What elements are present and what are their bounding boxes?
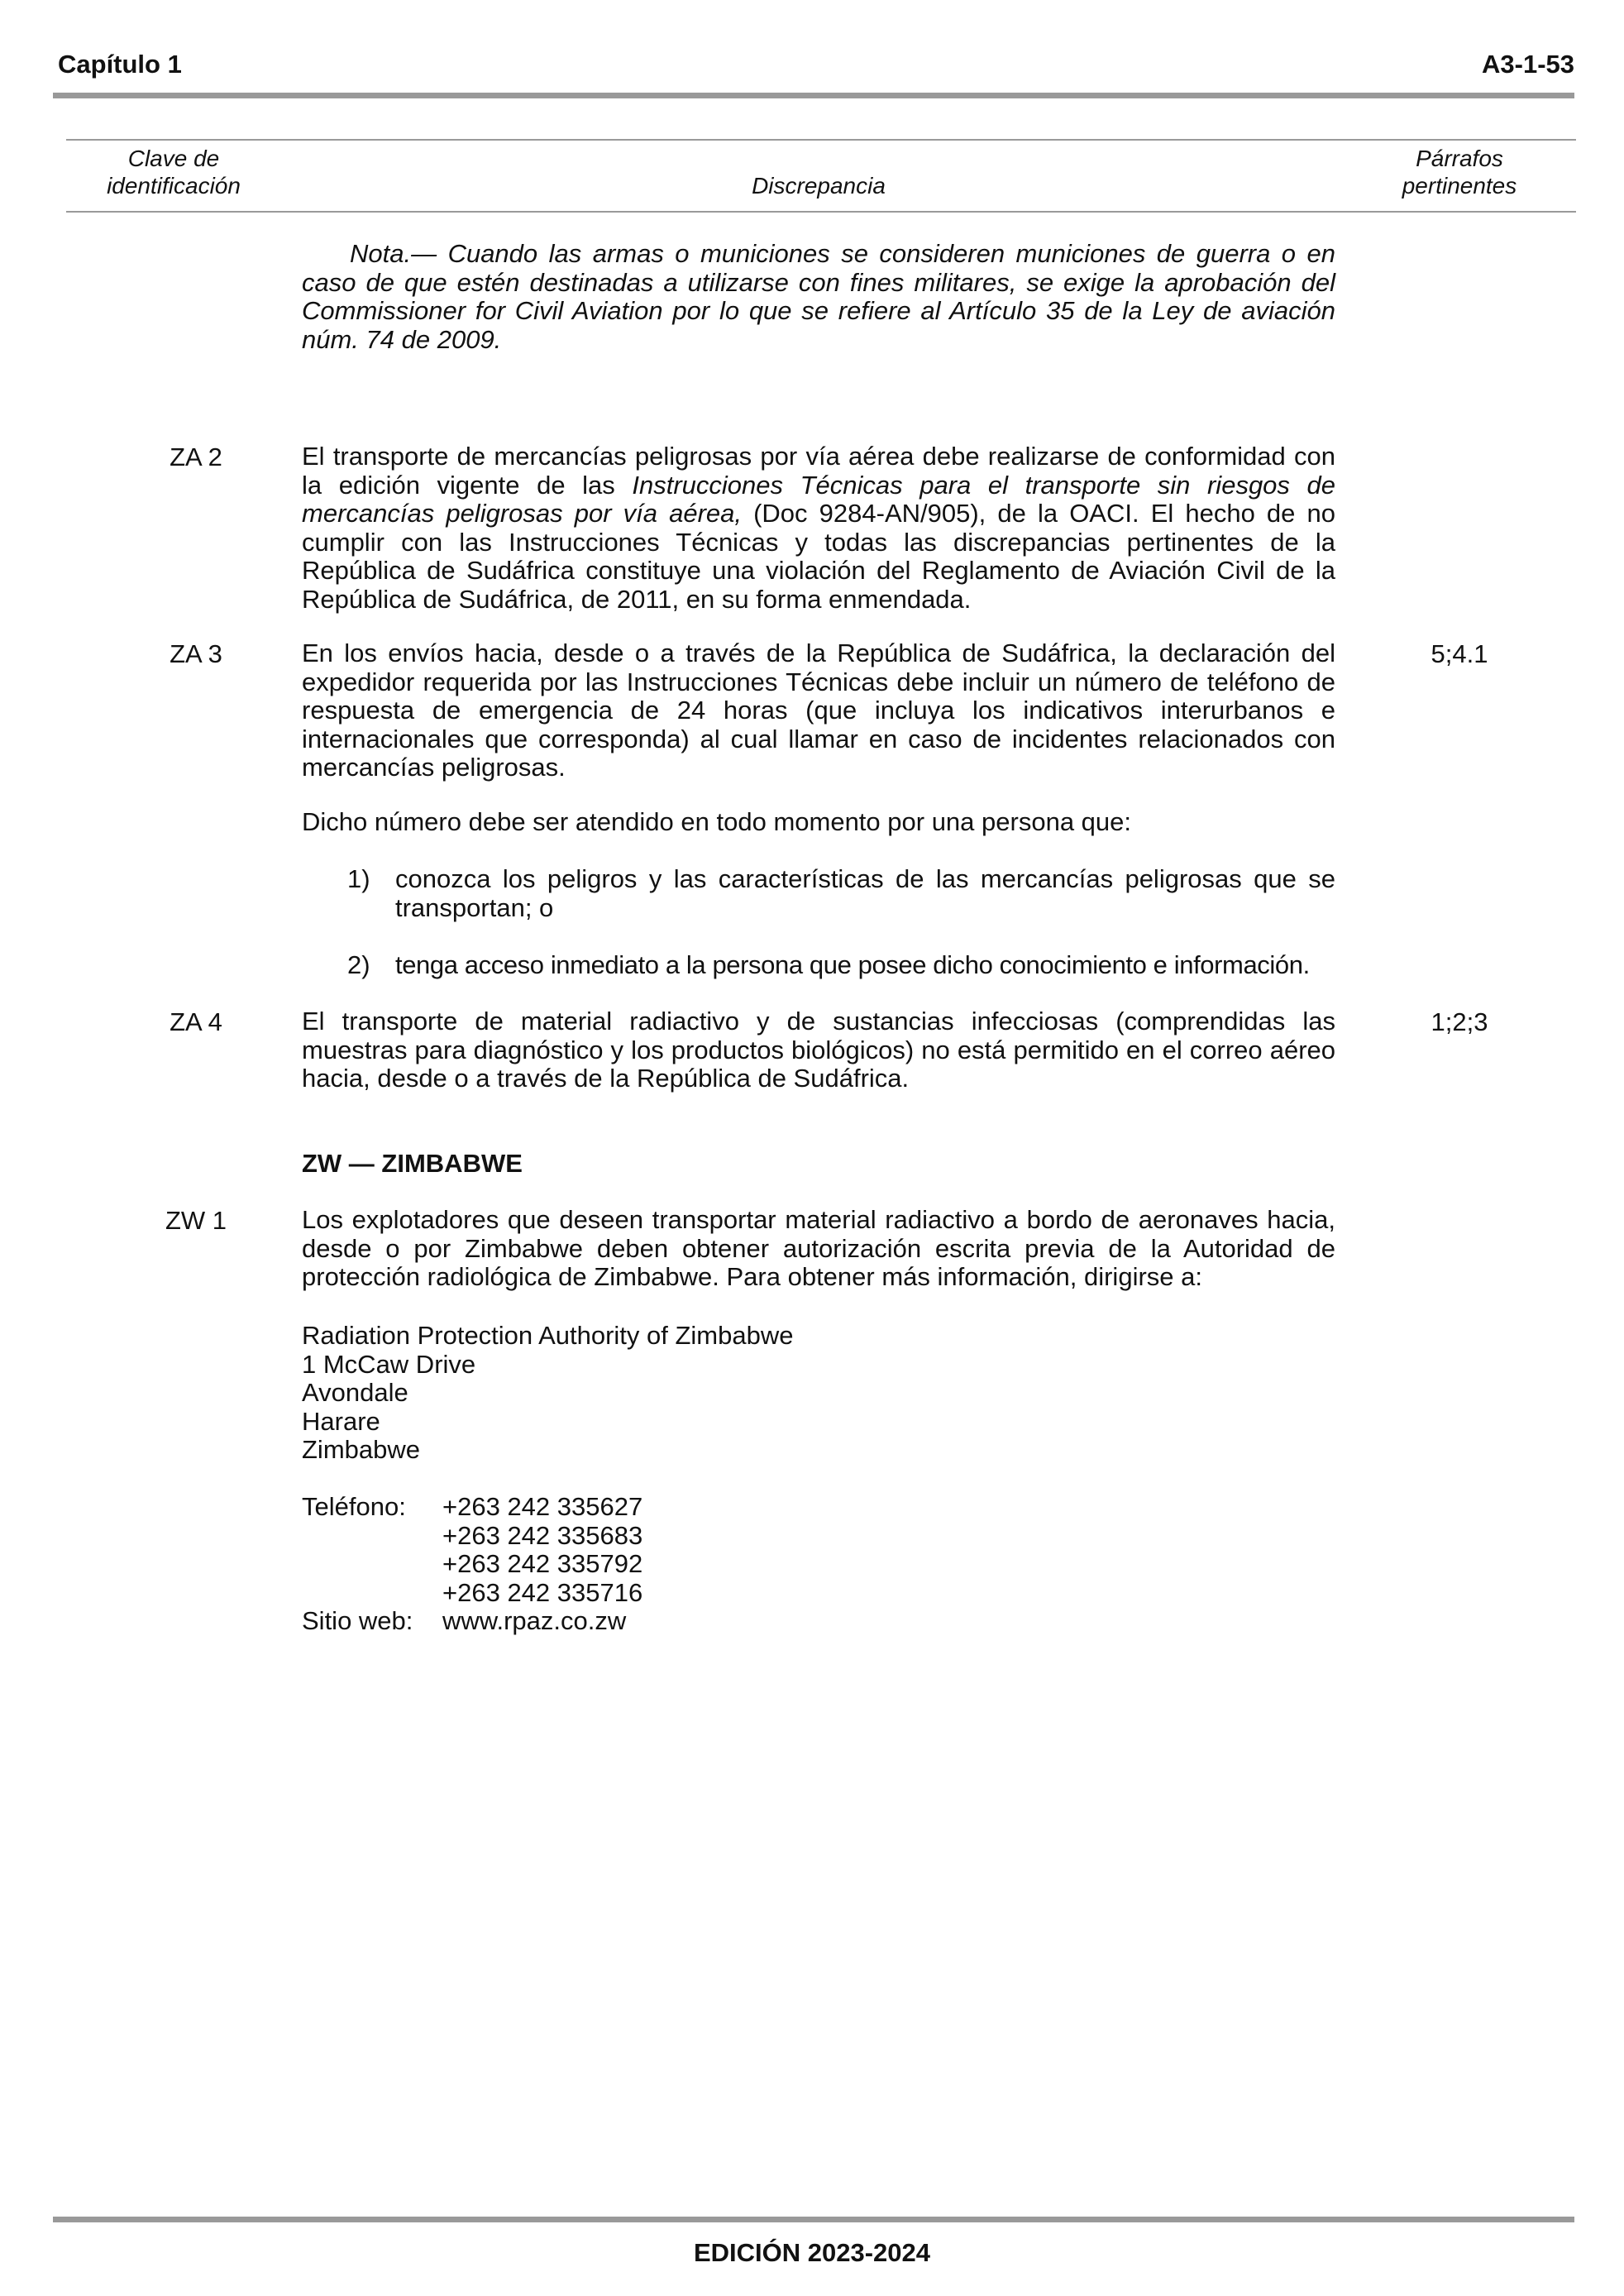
edition-footer: EDICIÓN 2023-2024 — [693, 2238, 931, 2267]
list-item-2: tenga acceso inmediato a la persona que posee dicho conocimiento e información. — [395, 950, 1310, 979]
column-header-bottom-rule — [66, 211, 1576, 213]
address-line: Avondale — [302, 1378, 408, 1407]
discrepancy-text-za3: En los envíos hacia, desde o a través de la República de Sudáfrica, la declaración del expedidor requerida por las Instrucciones Técnicas debe incluir un número de teléfono de respuesta de emergencia de 24 horas (que incluya los indicativos interurbanos e internacionales que corresponda) al cual llamar en caso de incidentes relacionados con mercancías peligrosas. — [302, 639, 1335, 782]
list-number-2: 2) — [347, 950, 370, 979]
header-rule — [53, 93, 1574, 98]
discrepancy-code-za4: ZA 4 — [170, 1007, 222, 1036]
address-line: Harare — [302, 1406, 380, 1436]
weapons-note — [302, 240, 1335, 354]
column-header-top-rule — [66, 139, 1576, 141]
page-reference: A3-1-53 — [1482, 50, 1574, 79]
phone-numbers — [442, 1493, 642, 1607]
website-label: Sitio web: — [302, 1606, 413, 1635]
list-number-1: 1) — [347, 864, 370, 893]
paragraph-refs-za4: 1;2;3 — [1431, 1007, 1488, 1036]
website-url: www.rpaz.co.zw — [442, 1606, 627, 1635]
phone-number: +263 242 335716 — [442, 1577, 643, 1607]
address-line: 1 McCaw Drive — [302, 1349, 476, 1379]
discrepancy-text-za4: El transporte de material radiactivo y de sustancias infecciosas (comprendidas las muestras para diagnóstico y los productos biológicos) no está permitido en el correo aéreo hacia, desde o a través de la República de Sudáfrica. — [302, 1007, 1335, 1093]
column-paragraphs-heading: Párrafos pertinentes — [1402, 146, 1517, 199]
section-heading-zimbabwe: ZW — ZIMBABWE — [302, 1149, 523, 1178]
paragraph-refs-za3: 5;4.1 — [1431, 639, 1488, 668]
address-line: Zimbabwe — [302, 1435, 420, 1464]
column-discrepancy-heading: Discrepancia — [752, 173, 886, 199]
column-key-heading: Clave de identificación — [107, 146, 241, 199]
discrepancy-code-za2: ZA 2 — [170, 442, 222, 471]
phone-number: +263 242 335683 — [442, 1520, 643, 1550]
discrepancy-text-zw1: Los explotadores que deseen transportar material radiactivo a bordo de aeronaves hacia, desde o por Zimbabwe deben obtener autorización escrita previa de la Autoridad de protección radiológica de Zimbabwe. Para obtener más información, dirigirse a: — [302, 1205, 1335, 1291]
discrepancy-text-za3-intro: Dicho número debe ser atendido en todo momento por una persona que: — [302, 807, 1132, 836]
discrepancy-text-za2: El transporte de mercancías peligrosas por vía aérea debe realizarse de conformidad con la edición vigente de las Instrucciones Técnicas para el transporte sin riesgos de mercancías peligrosas por vía aérea, (Doc 9284-AN/905), de la OACI. El hecho de no cumplir con las Instrucciones Técnicas y todas las discrepancias pertinentes de la República de Sudáfrica constituye una violación del Reglamento de Aviación Civil de la República de Sudáfrica, de 2011, en su forma enmendada. — [302, 442, 1335, 614]
discrepancy-code-zw1: ZW 1 — [165, 1206, 227, 1235]
note-text: Cuando las armas o municiones se consideren municiones de guerra o en caso de que estén destinadas a utilizarse con fines militares, se exige la aprobación del Commissioner for Civil Aviation por lo que se refiere al Artículo 35 de la Ley de aviación núm. 74 de 2009. — [302, 239, 1335, 354]
contact-address — [302, 1322, 793, 1465]
list-item-1: conozca los peligros y las características de las mercancías peligrosas que se transportan; o — [395, 864, 1335, 922]
note-label: Nota.— — [350, 239, 437, 268]
phone-number: +263 242 335792 — [442, 1549, 643, 1578]
phone-label: Teléfono: — [302, 1492, 406, 1521]
address-line: Radiation Protection Authority of Zimbabwe — [302, 1321, 794, 1350]
footer-rule — [53, 2217, 1574, 2222]
phone-number: +263 242 335627 — [442, 1492, 643, 1521]
chapter-title: Capítulo 1 — [58, 50, 182, 79]
discrepancy-code-za3: ZA 3 — [170, 639, 222, 668]
